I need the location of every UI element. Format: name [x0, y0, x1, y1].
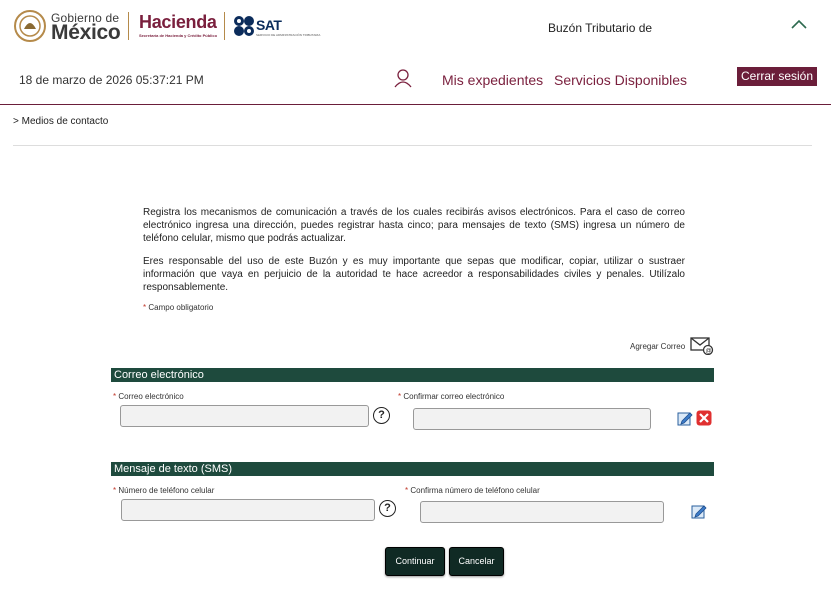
hacienda-logo: Hacienda: [139, 12, 217, 32]
nav-mis-expedientes[interactable]: Mis expedientes: [442, 72, 544, 88]
cancel-button[interactable]: Cancelar: [449, 547, 504, 576]
user-icon[interactable]: [393, 68, 413, 88]
intro-paragraph: Registra los mecanismos de comunicación a través de los cuales recibirás avisos electrónicos. Para el caso de correo electrónico ingresa una dirección, puedes registrar hasta cinco; para mensajes de texto (SMS) ingresa un número de teléfono celular, mismo que podrás actualizar.: [143, 207, 685, 244]
gob-logo-line2: México: [51, 21, 121, 44]
delete-email-icon[interactable]: [696, 410, 712, 426]
divider: [13, 145, 812, 146]
responsibility-paragraph: Eres responsable del uso de este Buzón y es muy importante que sepas que modificar, copiar, utilizar o sustraer información que vaya en perjuicio de la autoridad te hace acreedor a responsabilidades civiles y penales. Utilízalo responsablemente.: [143, 256, 685, 293]
session-bar: [0, 55, 831, 105]
email-label: * Correo electrónico: [113, 392, 184, 401]
phone-field[interactable]: [121, 499, 375, 521]
page-title: Buzón Tributario de: [548, 21, 653, 35]
phone-label: * Número de teléfono celular: [113, 486, 215, 495]
email-section-header: Correo electrónico: [111, 368, 714, 382]
confirm-phone-label: * Confirma número de teléfono celular: [405, 486, 540, 495]
confirm-email-label: * Confirmar correo electrónico: [398, 392, 505, 401]
add-email-link[interactable]: Agregar Correo: [630, 342, 686, 351]
logo-divider: [128, 12, 129, 40]
confirm-email-label-text: Confirmar correo electrónico: [403, 392, 505, 401]
nav-servicios-disponibles[interactable]: Servicios Disponibles: [554, 72, 688, 88]
required-note: [143, 303, 213, 312]
required-note-text: Campo obligatorio: [148, 303, 214, 312]
logo-divider: [224, 12, 225, 40]
email-field[interactable]: [120, 405, 369, 427]
logout-button[interactable]: Cerrar sesión: [737, 67, 817, 86]
sat-logo-text: SAT: [256, 17, 282, 33]
confirm-phone-label-text: Confirma número de teléfono celular: [410, 486, 540, 495]
national-seal-icon: [14, 9, 46, 43]
chevron-up-icon[interactable]: [790, 18, 808, 30]
sat-subtitle: SERVICIO DE ADMINISTRACIÓN TRIBUTARIA: [256, 33, 321, 37]
sat-logo-icon: [233, 15, 255, 37]
add-email-icon[interactable]: [690, 337, 714, 355]
sms-section-header: Mensaje de texto (SMS): [111, 462, 714, 476]
confirm-email-field[interactable]: [413, 408, 651, 430]
email-label-text: Correo electrónico: [118, 392, 184, 401]
email-help-icon[interactable]: ?: [373, 407, 390, 424]
session-datetime: 18 de marzo de 2026 05:37:21 PM: [19, 73, 204, 87]
gob-logo-line1: Gobierno de: [51, 11, 120, 25]
continue-button[interactable]: Continuar: [385, 547, 445, 576]
edit-email-icon[interactable]: [677, 410, 693, 426]
required-mark: *: [143, 303, 147, 312]
breadcrumb[interactable]: > Medios de contacto: [13, 116, 109, 127]
phone-help-icon[interactable]: ?: [379, 500, 396, 517]
confirm-phone-field[interactable]: [420, 501, 664, 523]
hacienda-subtitle: Secretaría de Hacienda y Crédito Público: [139, 33, 218, 38]
edit-phone-icon[interactable]: [691, 503, 707, 519]
svg-text:@: @: [705, 348, 712, 355]
phone-label-text: Número de teléfono celular: [118, 486, 215, 495]
top-header: [0, 0, 831, 55]
